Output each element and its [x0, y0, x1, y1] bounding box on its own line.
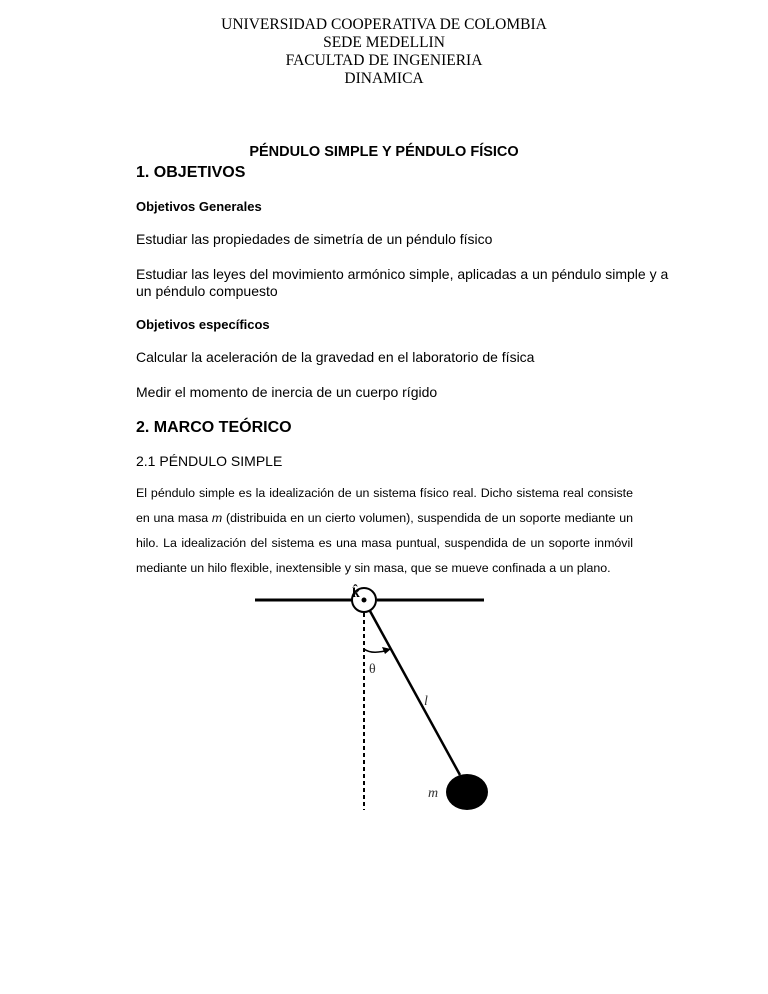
general-objective-cont: un péndulo compuesto [136, 283, 278, 299]
general-objectives-heading: Objetivos Generales [136, 199, 262, 214]
simple-pendulum-heading: 2.1 PÉNDULO SIMPLE [136, 453, 283, 469]
pivot-center [362, 598, 367, 603]
general-objective: Estudiar las leyes del movimiento armónico simple, aplicadas a un péndulo simple y a [136, 266, 669, 282]
faculty-name: FACULTAD DE INGENIERIA [285, 52, 483, 69]
specific-objectives-heading: Objetivos específicos [136, 317, 270, 332]
paragraph-text: (distribuida en un cierto volumen), suspendida de un soporte mediante un hilo. La idealización del sistema es una masa puntual, suspendida de un soporte inmóvil mediante un hilo flexible, inextensible y sin masa, que se mueve confinada a un plano. [136, 511, 633, 575]
theory-heading: 2. MARCO TEÓRICO [136, 419, 292, 436]
university-name: UNIVERSIDAD COOPERATIVA DE COLOMBIA [221, 16, 547, 33]
general-objective: Estudiar las propiedades de simetría de un péndulo físico [136, 231, 493, 247]
label-mass: m [428, 786, 439, 801]
course-name: DINAMICA [344, 70, 424, 87]
pendulum-bob [446, 774, 488, 810]
label-length: l [424, 694, 428, 709]
campus-name: SEDE MEDELLIN [323, 34, 445, 51]
paragraph-mass-symbol: m [211, 511, 223, 525]
label-theta: θ [369, 662, 376, 677]
page-title: PÉNDULO SIMPLE Y PÉNDULO FÍSICO [249, 144, 519, 160]
paragraph-text: El péndulo simple es la idealización de un sistema físico real. Dicho sistema real consiste en una masa [136, 486, 633, 525]
objectives-heading: 1. OBJETIVOS [136, 164, 246, 181]
pendulum-string [370, 611, 460, 775]
specific-objective: Medir el momento de inercia de un cuerpo rígido [136, 384, 438, 400]
label-k: k̂ [352, 586, 360, 601]
specific-objective: Calcular la aceleración de la gravedad en el laboratorio de física [136, 349, 535, 365]
